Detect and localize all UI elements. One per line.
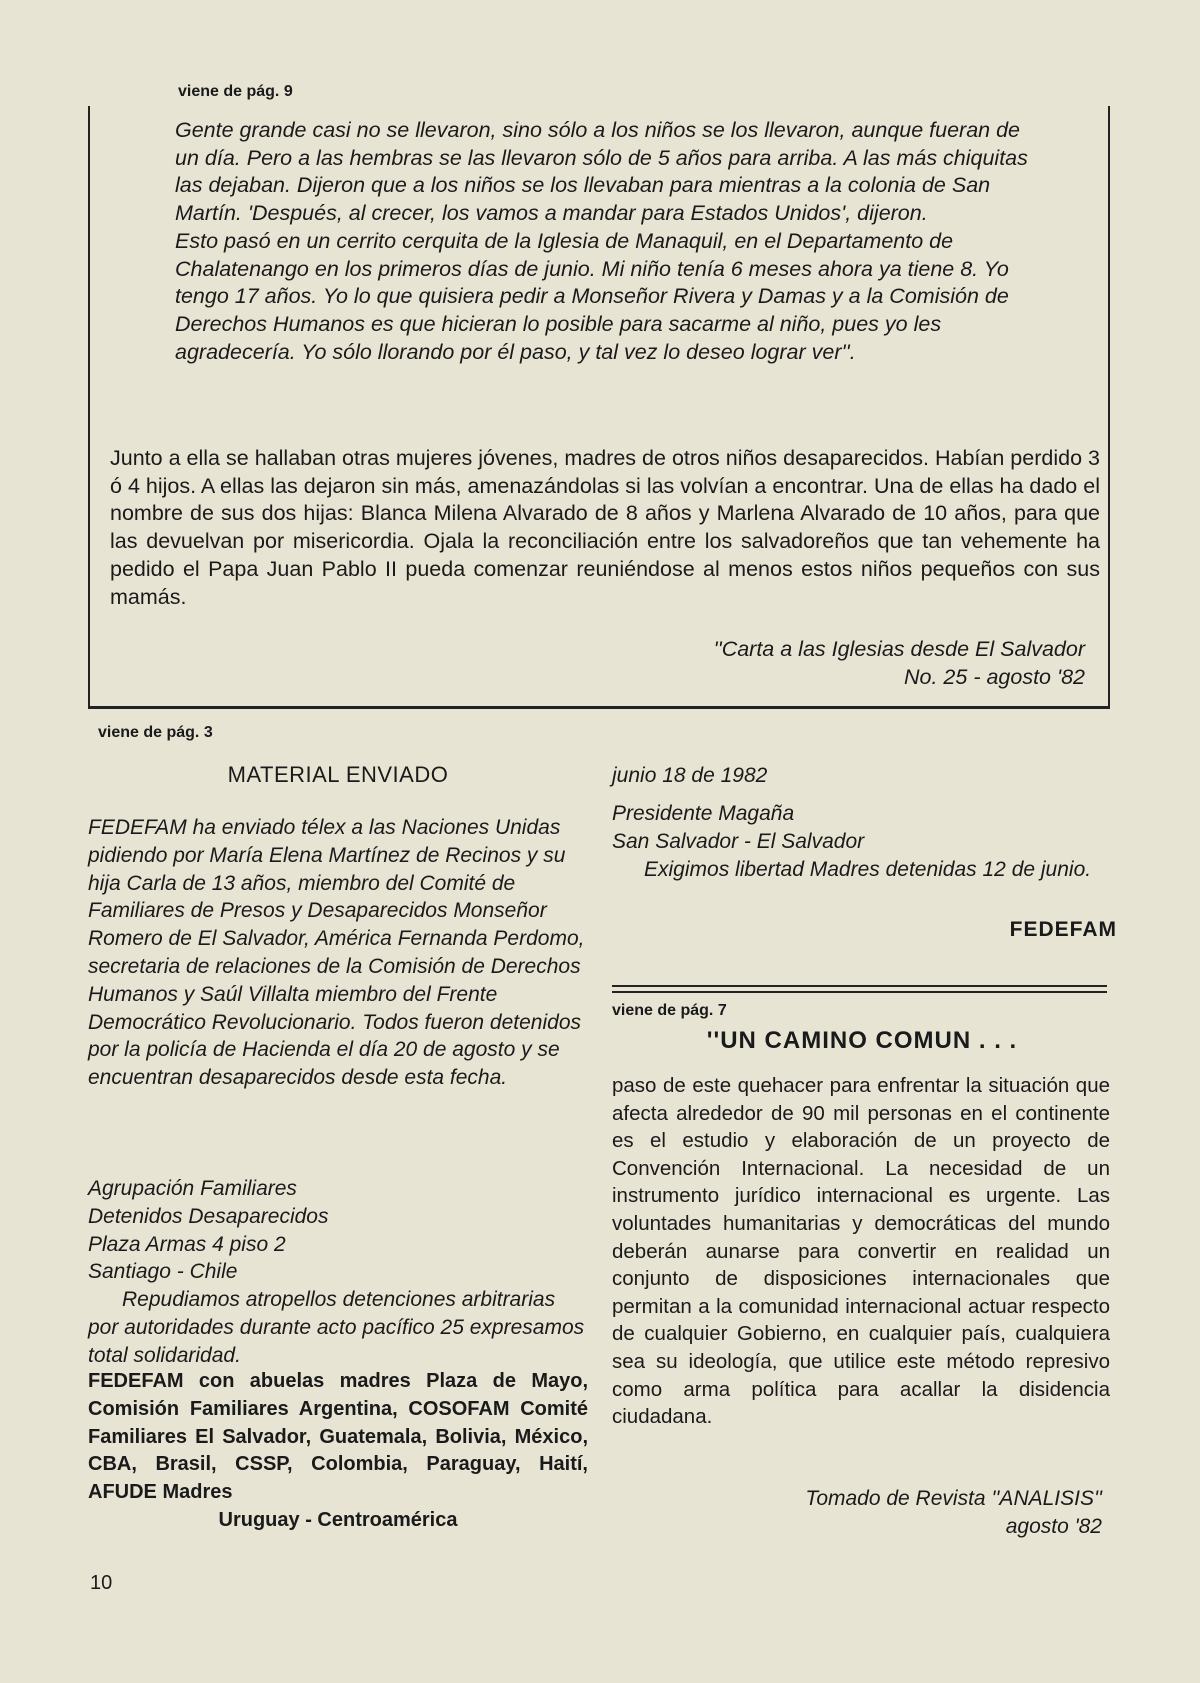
source-line-1: ''Carta a las Iglesias desde El Salvador [713,637,1085,661]
telex-message: Exigimos libertad Madres detenidas 12 de junio. [644,858,1092,881]
signatories [88,1368,588,1535]
source-line-2: agosto '82 [1005,1515,1102,1538]
address-line: Agrupación Familiares [88,1177,297,1200]
telex-date: junio 18 de 1982 [612,764,768,787]
camino-title: ''UN CAMINO COMUN . . . [706,1027,1018,1054]
quote-paragraph-2: Esto pasó en un cerrito cerquita de la Iglesia de Manaquil, en el Departamento de Chalatenango en los primeros días de junio. Mi niño tenía 6 meses ahora ya tiene 8. Yo tengo 17 años. Yo lo que quisiera pedir a Monseñor Rivera y Damas y a la Comisión de Derechos Humanos es que hicieran lo posible para sacarme al niño, pues yo les agradecería. Yo sólo llorando por él paso, y tal vez lo deseo lograr ver''. [175,228,1009,364]
section-divider [612,985,1107,993]
address-line: Detenidos Desaparecidos [88,1204,329,1228]
address-line: Plaza Armas 4 piso 2 [88,1232,286,1256]
continued-from-page-9: viene de pág. 9 [178,83,293,100]
signatories-last-line: Uruguay - Centroamérica [218,1508,458,1531]
article-source [560,635,1085,691]
source-line-1: Tomado de Revista ''ANALISIS'' [805,1487,1102,1510]
signatories-text: FEDEFAM con abuelas madres Plaza de Mayo, Comisión Familiares Argentina, COSOFAM Comité Familiares El Salvador, Guatemala, Bolivia, México, CBA, Brasil, CSSP, Colombia, Paraguay, Haití, AFUDE Madres [88,1370,588,1504]
continued-from-page-3: viene de pág. 3 [98,724,213,741]
telex-signature: FEDEFAM [1009,918,1117,941]
telex-address [88,1175,588,1286]
quote-paragraph-1: Gente grande casi no se llevaron, sino sólo a los niños se los llevaron, aunque fueran de un día. Pero a las hembras se las llevaron sólo de 5 años para arriba. A las más chiquitas las dejaban. Dijeron que a los niños se los llevaban para mientras a la colonia de San Martín. 'Después, al crecer, los vamos a mandar para Estados Unidos', dijeron. [175,118,1028,226]
telex-block [612,762,1117,884]
material-body: FEDEFAM ha enviado télex a las Naciones Unidas pidiendo por María Elena Martínez de Recinos y su hija Carla de 13 años, miembro del Comité de Familiares de Presos y Desaparecidos Monseñor Romero de El Salvador, América Fernanda Perdomo, secretaria de relaciones de la Comisión de Derechos Humanos y Saúl Villalta miembro del Frente Democrático Revolucionario. Todos fueron detenidos por la policía de Hacienda el día 20 de agosto y se encuentran desaparecidos desde esta fecha. [88,816,585,1090]
source-line-2: No. 25 - agosto '82 [904,665,1085,689]
continued-from-page-7: viene de pág. 7 [612,1002,727,1019]
camino-body: paso de este quehacer para enfrentar la situación que afecta alrededor de 90 mil personas en el continente es el estudio y elaboración de un proyecto de Convención Internacional. La necesidad de un instrumento jurídico internacional es urgente. Las voluntades humanitarias y democráticas del mundo deberán aunarse para convertir en realidad un conjunto de disposiciones internacionales que permitan a la comunidad internacional actuar respecto de cualquier Gobierno, en cualquier país, cualquiera sea su ideología, que utilice este método represivo como arma política para acallar la disidencia ciudadana. [612,1074,1110,1429]
telex-recipient-location: San Salvador - El Salvador [612,830,865,853]
camino-source [612,1485,1102,1541]
article-body: Junto a ella se hallaban otras mujeres jóvenes, madres de otros niños desaparecidos. Habían perdido 3 ó 4 hijos. A ellas las dejaron sin más, amenazándolas si las volvían a encontrar. Una de ellas ha dado el nombre de sus dos hijas: Blanca Milena Alvarado de 8 años y Marlena Alvarado de 10 años, para que las devuelvan por misericordia. Ojala la reconciliación entre los salvadoreños que tan vehemente ha pedido el Papa Juan Pablo II pueda comenzar reuniéndose al menos estos niños pequeños con sus mamás. [110,446,1100,609]
testimony-quote [175,117,1035,366]
telex-text: Repudiamos atropellos detenciones arbitrarias por autoridades durante acto pacífico 25 expresamos total solidaridad. [88,1288,585,1367]
telex-recipient: Presidente Magaña [612,802,795,825]
address-line: Santiago - Chile [88,1260,238,1284]
section-title: MATERIAL ENVIADO [227,762,449,787]
page-number: 10 [90,1572,113,1594]
